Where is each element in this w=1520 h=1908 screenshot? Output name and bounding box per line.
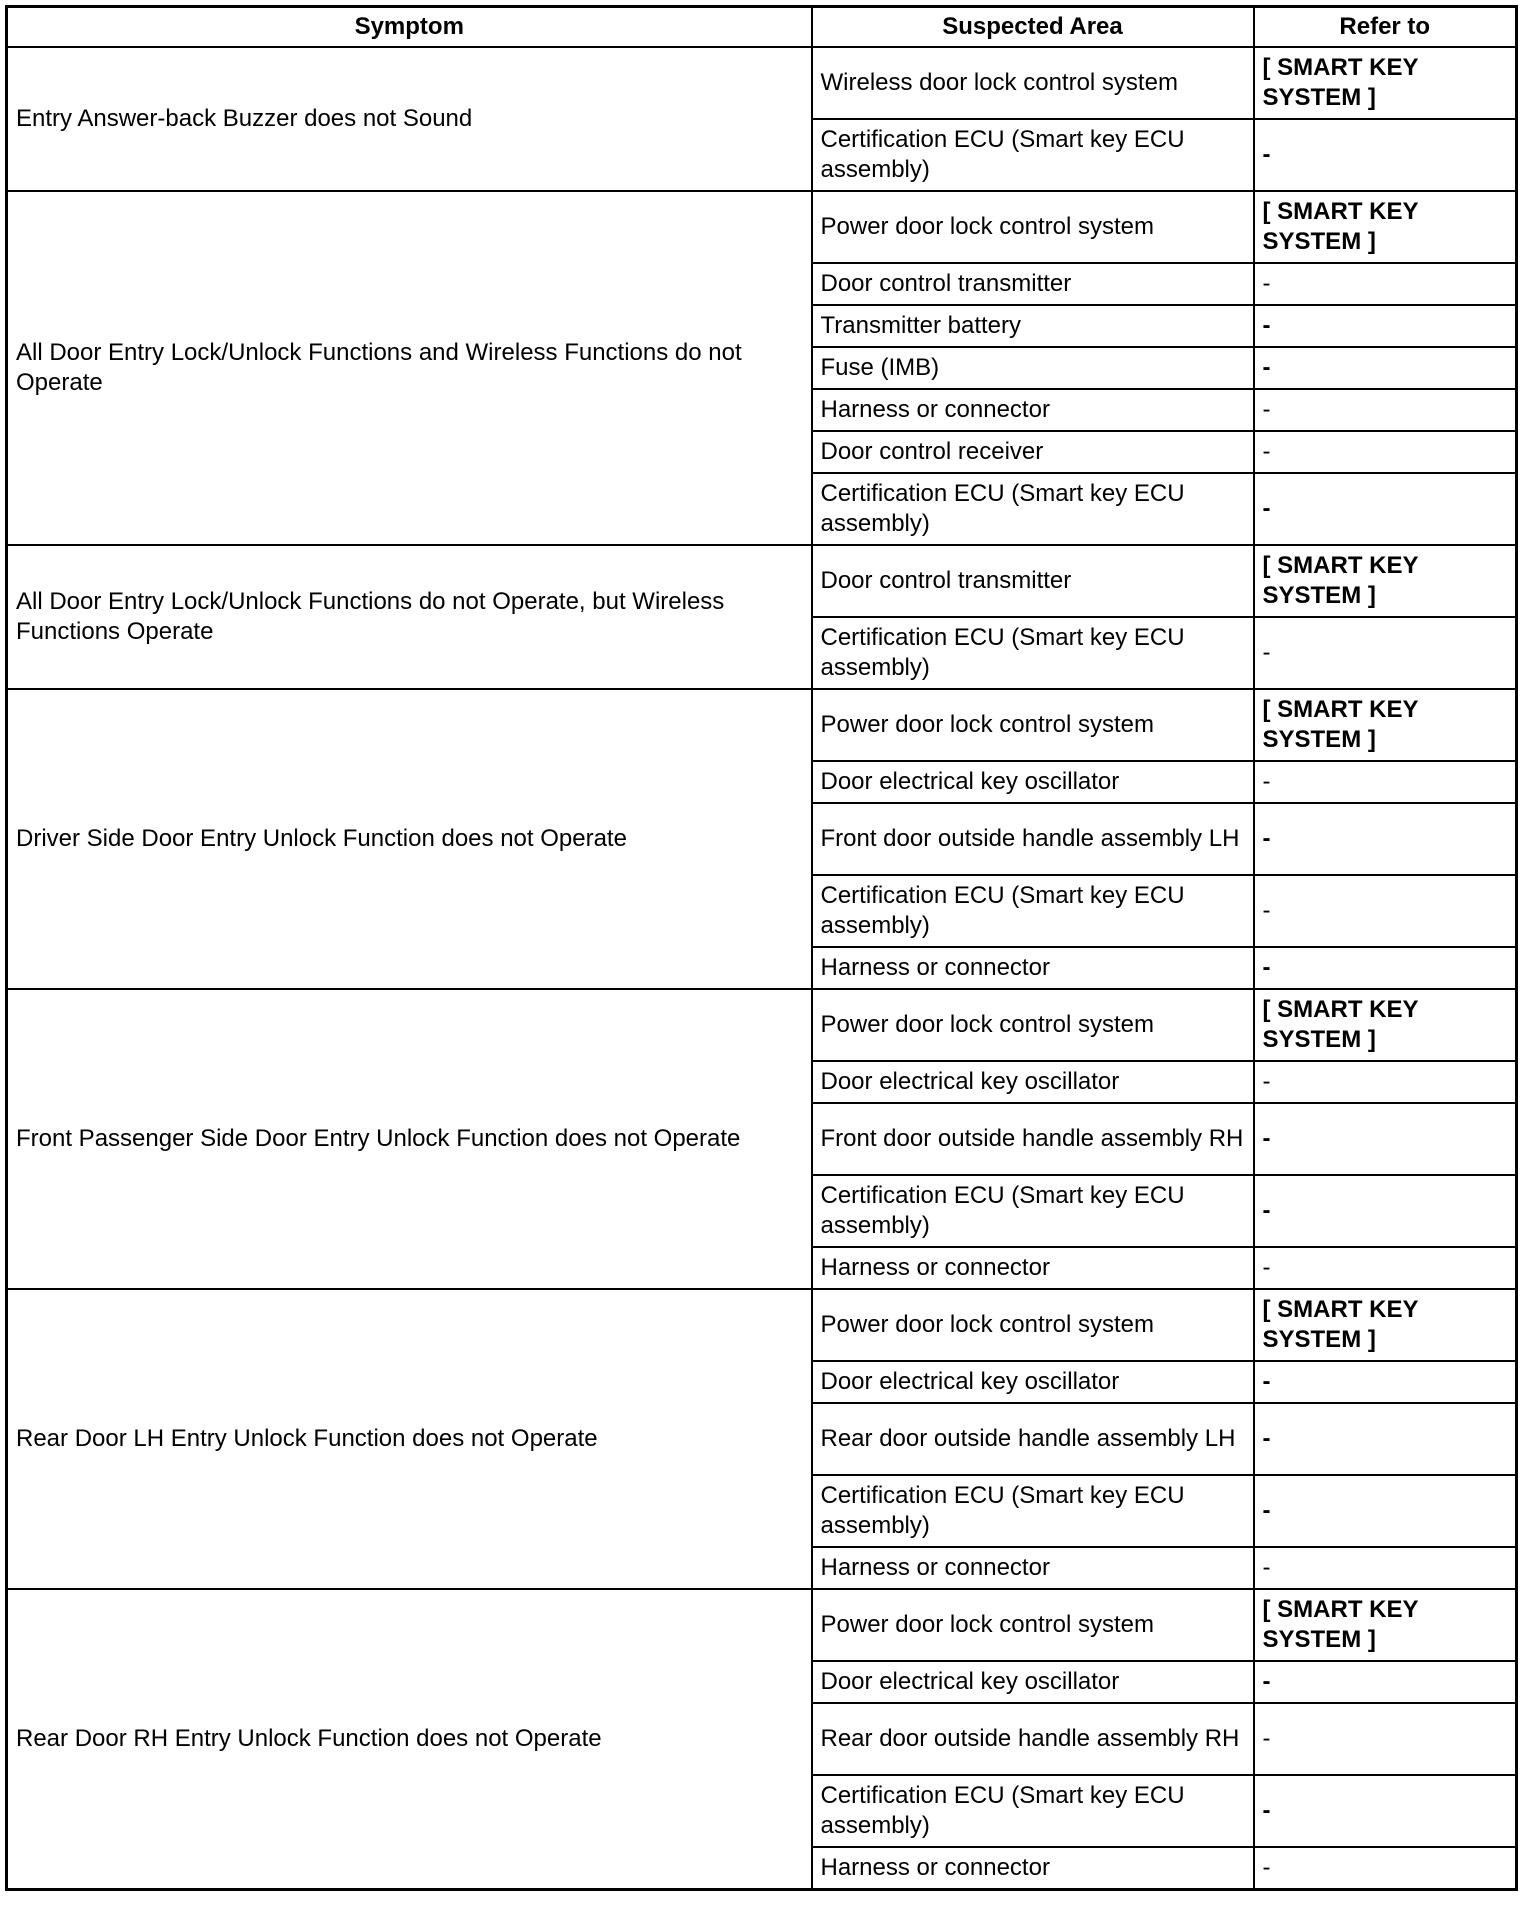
symptom-cell: Entry Answer-back Buzzer does not Sound (7, 47, 812, 191)
header-suspected-area: Suspected Area (812, 7, 1254, 48)
symptom-cell: All Door Entry Lock/Unlock Functions do not Operate, but Wireless Functions Operate (7, 545, 812, 689)
suspected-area-cell: Door electrical key oscillator (812, 761, 1254, 803)
refer-to-cell: - (1254, 1247, 1517, 1289)
suspected-area-cell: Door control transmitter (812, 545, 1254, 617)
table-row (7, 545, 1517, 617)
refer-to-link[interactable]: [ SMART KEY SYSTEM ] (1254, 1589, 1517, 1661)
suspected-area-cell: Power door lock control system (812, 689, 1254, 761)
refer-to-cell: - (1254, 1061, 1517, 1103)
suspected-area-cell: Fuse (IMB) (812, 347, 1254, 389)
table-header-row (7, 7, 1517, 48)
suspected-area-cell: Certification ECU (Smart key ECU assembly) (812, 119, 1254, 191)
refer-to-link[interactable]: [ SMART KEY SYSTEM ] (1254, 191, 1517, 263)
suspected-area-cell: Front door outside handle assembly RH (812, 1103, 1254, 1175)
refer-to-cell: - (1254, 119, 1517, 191)
refer-to-link[interactable]: [ SMART KEY SYSTEM ] (1254, 989, 1517, 1061)
refer-to-link[interactable]: [ SMART KEY SYSTEM ] (1254, 689, 1517, 761)
refer-to-cell: - (1254, 1103, 1517, 1175)
refer-to-cell: - (1254, 803, 1517, 875)
suspected-area-cell: Power door lock control system (812, 989, 1254, 1061)
suspected-area-cell: Harness or connector (812, 389, 1254, 431)
symptom-cell: Driver Side Door Entry Unlock Function does not Operate (7, 689, 812, 989)
suspected-area-cell: Certification ECU (Smart key ECU assembly) (812, 1775, 1254, 1847)
header-symptom: Symptom (7, 7, 812, 48)
suspected-area-cell: Certification ECU (Smart key ECU assembly) (812, 875, 1254, 947)
suspected-area-cell: Transmitter battery (812, 305, 1254, 347)
suspected-area-cell: Harness or connector (812, 1247, 1254, 1289)
symptom-cell: Rear Door LH Entry Unlock Function does not Operate (7, 1289, 812, 1589)
suspected-area-cell: Door electrical key oscillator (812, 1661, 1254, 1703)
suspected-area-cell: Door electrical key oscillator (812, 1361, 1254, 1403)
header-refer-to: Refer to (1254, 7, 1517, 48)
refer-to-cell: - (1254, 761, 1517, 803)
refer-to-cell: - (1254, 1475, 1517, 1547)
suspected-area-cell: Power door lock control system (812, 1589, 1254, 1661)
table-row (7, 989, 1517, 1061)
suspected-area-cell: Harness or connector (812, 1547, 1254, 1589)
suspected-area-cell: Rear door outside handle assembly LH (812, 1403, 1254, 1475)
suspected-area-cell: Rear door outside handle assembly RH (812, 1703, 1254, 1775)
suspected-area-cell: Door control transmitter (812, 263, 1254, 305)
refer-to-cell: - (1254, 389, 1517, 431)
refer-to-cell: - (1254, 875, 1517, 947)
table-row (7, 1589, 1517, 1661)
symptom-cell: All Door Entry Lock/Unlock Functions and Wireless Functions do not Operate (7, 191, 812, 545)
refer-to-cell: - (1254, 947, 1517, 989)
refer-to-cell: - (1254, 1547, 1517, 1589)
refer-to-cell: - (1254, 1847, 1517, 1890)
table-row (7, 191, 1517, 263)
suspected-area-cell: Front door outside handle assembly LH (812, 803, 1254, 875)
refer-to-cell: - (1254, 1661, 1517, 1703)
suspected-area-cell: Certification ECU (Smart key ECU assembly) (812, 1475, 1254, 1547)
table-row (7, 47, 1517, 119)
suspected-area-cell: Harness or connector (812, 1847, 1254, 1890)
refer-to-cell: - (1254, 263, 1517, 305)
suspected-area-cell: Certification ECU (Smart key ECU assembly) (812, 473, 1254, 545)
symptom-cell: Front Passenger Side Door Entry Unlock Function does not Operate (7, 989, 812, 1289)
troubleshooting-document (5, 5, 1515, 1891)
suspected-area-cell: Certification ECU (Smart key ECU assembly) (812, 1175, 1254, 1247)
refer-to-cell: - (1254, 305, 1517, 347)
table-row (7, 689, 1517, 761)
refer-to-cell: - (1254, 1703, 1517, 1775)
refer-to-link[interactable]: [ SMART KEY SYSTEM ] (1254, 47, 1517, 119)
suspected-area-cell: Power door lock control system (812, 1289, 1254, 1361)
refer-to-link[interactable]: [ SMART KEY SYSTEM ] (1254, 545, 1517, 617)
suspected-area-cell: Certification ECU (Smart key ECU assembly) (812, 617, 1254, 689)
refer-to-cell: - (1254, 1361, 1517, 1403)
suspected-area-cell: Door electrical key oscillator (812, 1061, 1254, 1103)
refer-to-cell: - (1254, 1175, 1517, 1247)
refer-to-cell: - (1254, 347, 1517, 389)
suspected-area-cell: Harness or connector (812, 947, 1254, 989)
problem-symptoms-table (5, 5, 1518, 1891)
refer-to-cell: - (1254, 617, 1517, 689)
table-row (7, 1289, 1517, 1361)
symptom-cell: Rear Door RH Entry Unlock Function does not Operate (7, 1589, 812, 1890)
refer-to-cell: - (1254, 431, 1517, 473)
refer-to-cell: - (1254, 473, 1517, 545)
refer-to-link[interactable]: [ SMART KEY SYSTEM ] (1254, 1289, 1517, 1361)
refer-to-cell: - (1254, 1775, 1517, 1847)
suspected-area-cell: Power door lock control system (812, 191, 1254, 263)
table-body (7, 47, 1517, 1890)
refer-to-cell: - (1254, 1403, 1517, 1475)
suspected-area-cell: Wireless door lock control system (812, 47, 1254, 119)
suspected-area-cell: Door control receiver (812, 431, 1254, 473)
